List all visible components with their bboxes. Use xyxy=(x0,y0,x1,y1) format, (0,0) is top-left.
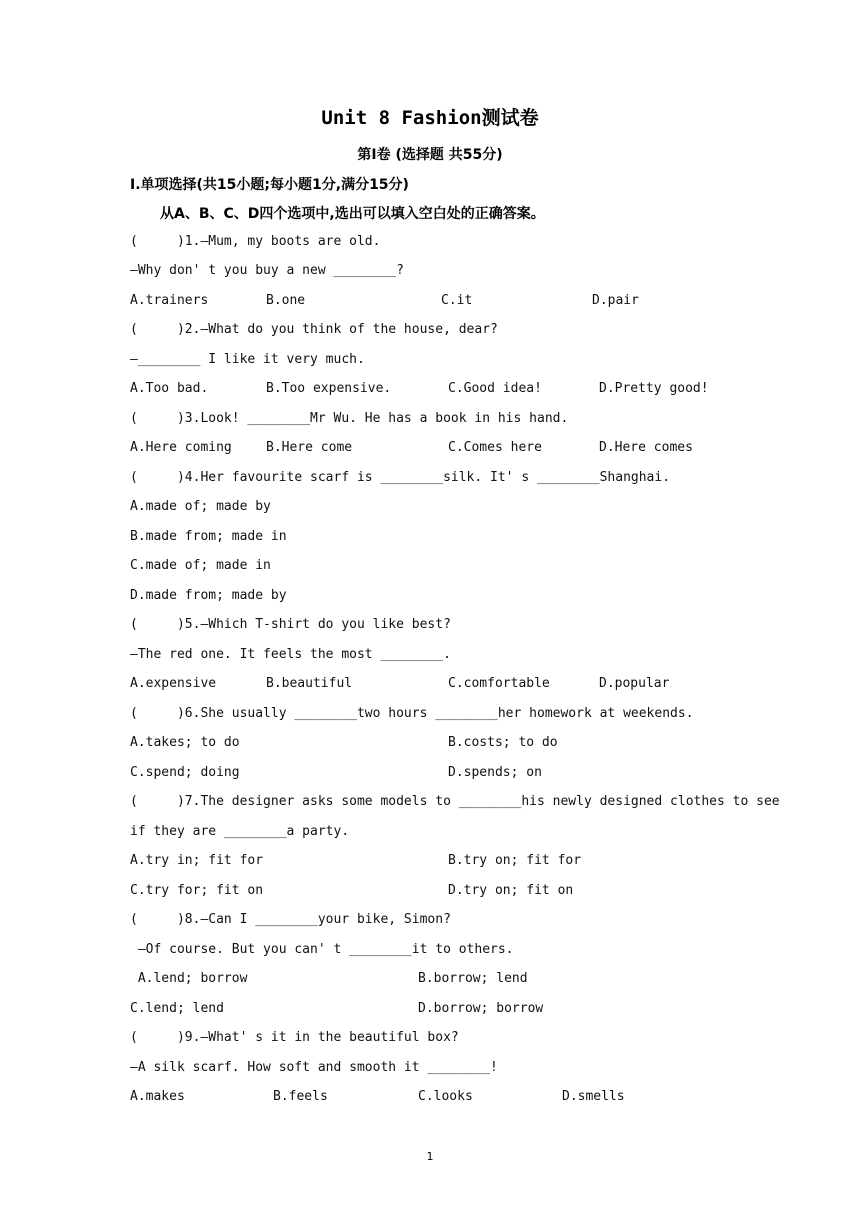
question-8-option-c: C.lend; lend xyxy=(130,1001,224,1016)
question-1-option-c: C.it xyxy=(441,293,473,308)
question-5-stem: ( )5.—Which T-shirt do you like best? xyxy=(130,617,451,632)
question-2-dialog: —________ I like it very much. xyxy=(130,352,365,367)
question-7-option-c: C.try for; fit on xyxy=(130,883,264,898)
question-2-option-b: B.Too expensive. xyxy=(266,381,392,396)
question-2-option-a: A.Too bad. xyxy=(130,381,209,396)
question-7-stem: ( )7.The designer asks some models to ________his newly designed clothes to see xyxy=(130,794,780,809)
question-8-option-d: D.borrow; borrow xyxy=(418,1001,544,1016)
question-7-option-a: A.try in; fit for xyxy=(130,853,264,868)
question-9-stem: ( )9.—What' s it in the beautiful box? xyxy=(130,1030,459,1045)
paper-part-heading: 第Ⅰ卷 (选择题 共55分) xyxy=(357,147,503,163)
question-3-option-b: B.Here come xyxy=(266,440,353,455)
question-3-stem: ( )3.Look! ________Mr Wu. He has a book in his hand. xyxy=(130,411,569,426)
question-6-stem: ( )6.She usually ________two hours ________her homework at weekends. xyxy=(130,706,694,721)
question-5-option-a: A.expensive xyxy=(130,676,217,691)
question-6-option-b: B.costs; to do xyxy=(448,735,558,750)
question-9-option-b: B.feels xyxy=(273,1089,328,1104)
question-6-option-c: C.spend; doing xyxy=(130,765,240,780)
question-8-option-a: A.lend; borrow xyxy=(130,971,248,986)
question-7-stem-continued: if they are ________a party. xyxy=(130,824,350,839)
question-4-option-c: C.made of; made in xyxy=(130,558,271,573)
question-1-option-a: A.trainers xyxy=(130,293,209,308)
question-1-option-d: D.pair xyxy=(592,293,639,308)
question-7-option-d: D.try on; fit on xyxy=(448,883,574,898)
question-9-option-c: C.looks xyxy=(418,1089,473,1104)
question-1-dialog: —Why don' t you buy a new ________? xyxy=(130,263,404,278)
question-2-option-d: D.Pretty good! xyxy=(599,381,709,396)
question-3-option-a: A.Here coming xyxy=(130,440,232,455)
question-2-stem: ( )2.—What do you think of the house, dear? xyxy=(130,322,498,337)
question-9-option-d: D.smells xyxy=(562,1089,625,1104)
section-instruction: 从A、B、C、D四个选项中,选出可以填入空白处的正确答案。 xyxy=(160,206,545,222)
question-6-option-d: D.spends; on xyxy=(448,765,542,780)
question-8-dialog: —Of course. But you can' t ________it to others. xyxy=(130,942,514,957)
question-8-option-b: B.borrow; lend xyxy=(418,971,528,986)
section-heading: Ⅰ.单项选择(共15小题;每小题1分,满分15分) xyxy=(130,177,409,193)
question-2-option-c: C.Good idea! xyxy=(448,381,542,396)
question-4-option-b: B.made from; made in xyxy=(130,529,287,544)
page-title: Unit 8 Fashion测试卷 xyxy=(321,107,539,129)
question-5-option-d: D.popular xyxy=(599,676,670,691)
question-3-option-c: C.Comes here xyxy=(448,440,542,455)
question-3-option-d: D.Here comes xyxy=(599,440,693,455)
question-5-dialog: —The red one. It feels the most ________. xyxy=(130,647,451,662)
question-7-option-b: B.try on; fit for xyxy=(448,853,582,868)
question-5-option-c: C.comfortable xyxy=(448,676,550,691)
question-1-option-b: B.one xyxy=(266,293,306,308)
question-4-option-a: A.made of; made by xyxy=(130,499,271,514)
question-5-option-b: B.beautiful xyxy=(266,676,353,691)
question-8-stem: ( )8.—Can I ________your bike, Simon? xyxy=(130,912,451,927)
question-9-option-a: A.makes xyxy=(130,1089,185,1104)
question-1-stem: ( )1.—Mum, my boots are old. xyxy=(130,234,381,249)
question-6-option-a: A.takes; to do xyxy=(130,735,240,750)
question-4-option-d: D.made from; made by xyxy=(130,588,287,603)
question-9-dialog: —A silk scarf. How soft and smooth it ________! xyxy=(130,1060,498,1075)
question-4-stem: ( )4.Her favourite scarf is ________silk. It' s ________Shanghai. xyxy=(130,470,671,485)
page-number: 1 xyxy=(426,1150,434,1163)
